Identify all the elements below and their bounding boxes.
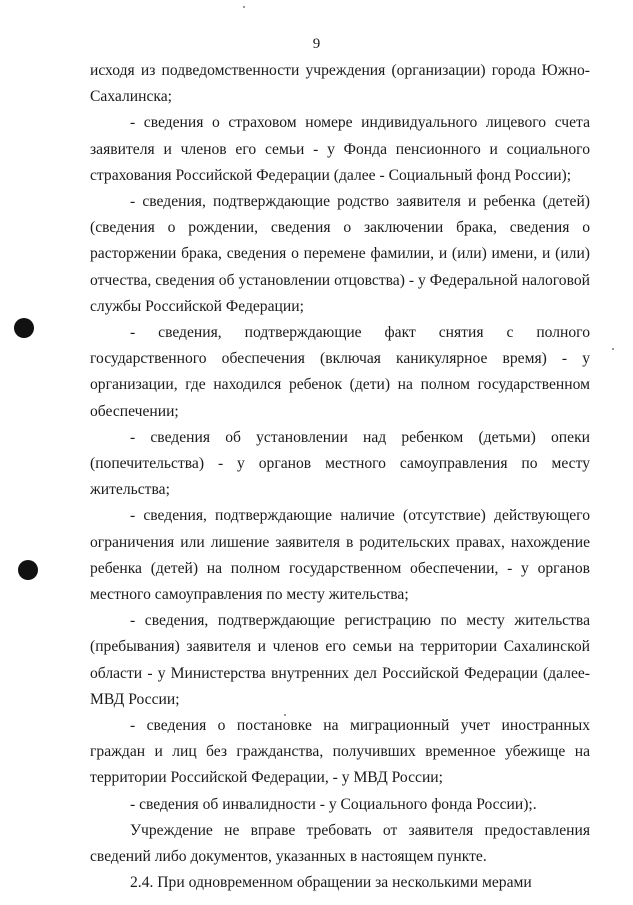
paragraph-institution-restriction: Учреждение не вправе требовать от заявителя предоставления сведений либо документов, указанных в настоящем пункте. — [90, 821, 590, 866]
scan-speck — [284, 714, 286, 716]
punch-hole-mark — [18, 560, 38, 580]
paragraph-insurance-number: - сведения о страховом номере индивидуального лицевого счета заявителя и членов его семьи - у Фонда пенсионного и социального страхования Российской Федерации (далее - Социальный фонд России); — [90, 114, 590, 184]
paragraph-parental-rights: - сведения, подтверждающие наличие (отсутствие) действующего ограничения или лишение заявителя в родительских правах, нахождение ребенка (детей) на полном государственном обеспечении, - у органов местного самоуправления по месту жительства; — [90, 507, 590, 604]
paragraph-section-2-4: 2.4. При одновременном обращении за несколькими мерами — [130, 874, 532, 892]
scan-speck — [243, 6, 245, 8]
paragraph-state-support: - сведения, подтверждающие факт снятия с полного государственного обеспечения (включая каникулярное время) - у организации, где находился ребенок (дети) на полном государственном обеспечении; — [90, 324, 590, 420]
paragraph-guardianship: - сведения об установлении над ребенком (детьми) опеки (попечительства) - у органов местного самоуправления по месту жительства; — [90, 428, 590, 499]
paragraph-migration: - сведения о постановке на миграционный учет иностранных граждан и лиц без гражданства, получивших временное убежище на территории Российской Федерации, - у МВД России; — [90, 717, 590, 787]
page-number: 9 — [312, 36, 321, 52]
scan-speck — [612, 348, 614, 350]
paragraph-disability: - сведения об инвалидности - у Социального фонда России);. — [130, 795, 537, 813]
paragraph-registration: - сведения, подтверждающие регистрацию по месту жительства (пребывания) заявителя и членов его семьи на территории Сахалинской области - у Министерства внутренних дел Российской Федерации (далее- МВД России; — [90, 612, 590, 708]
punch-hole-mark — [14, 318, 34, 338]
paragraph-jurisdiction: исходя из подведомственности учреждения (организации) города Южно-Сахалинска; — [90, 62, 590, 106]
document-body — [90, 58, 590, 897]
paragraph-kinship: - сведения, подтверждающие родство заявителя и ребенка (детей) (сведения о рождении, сведения о заключении брака, сведения о расторжении брака, сведения о перемене фамилии, и (или) имени, и (или) отчества, сведения об установлении отцовства) - у Федеральной налоговой службы Российской Федерации; — [90, 193, 590, 315]
